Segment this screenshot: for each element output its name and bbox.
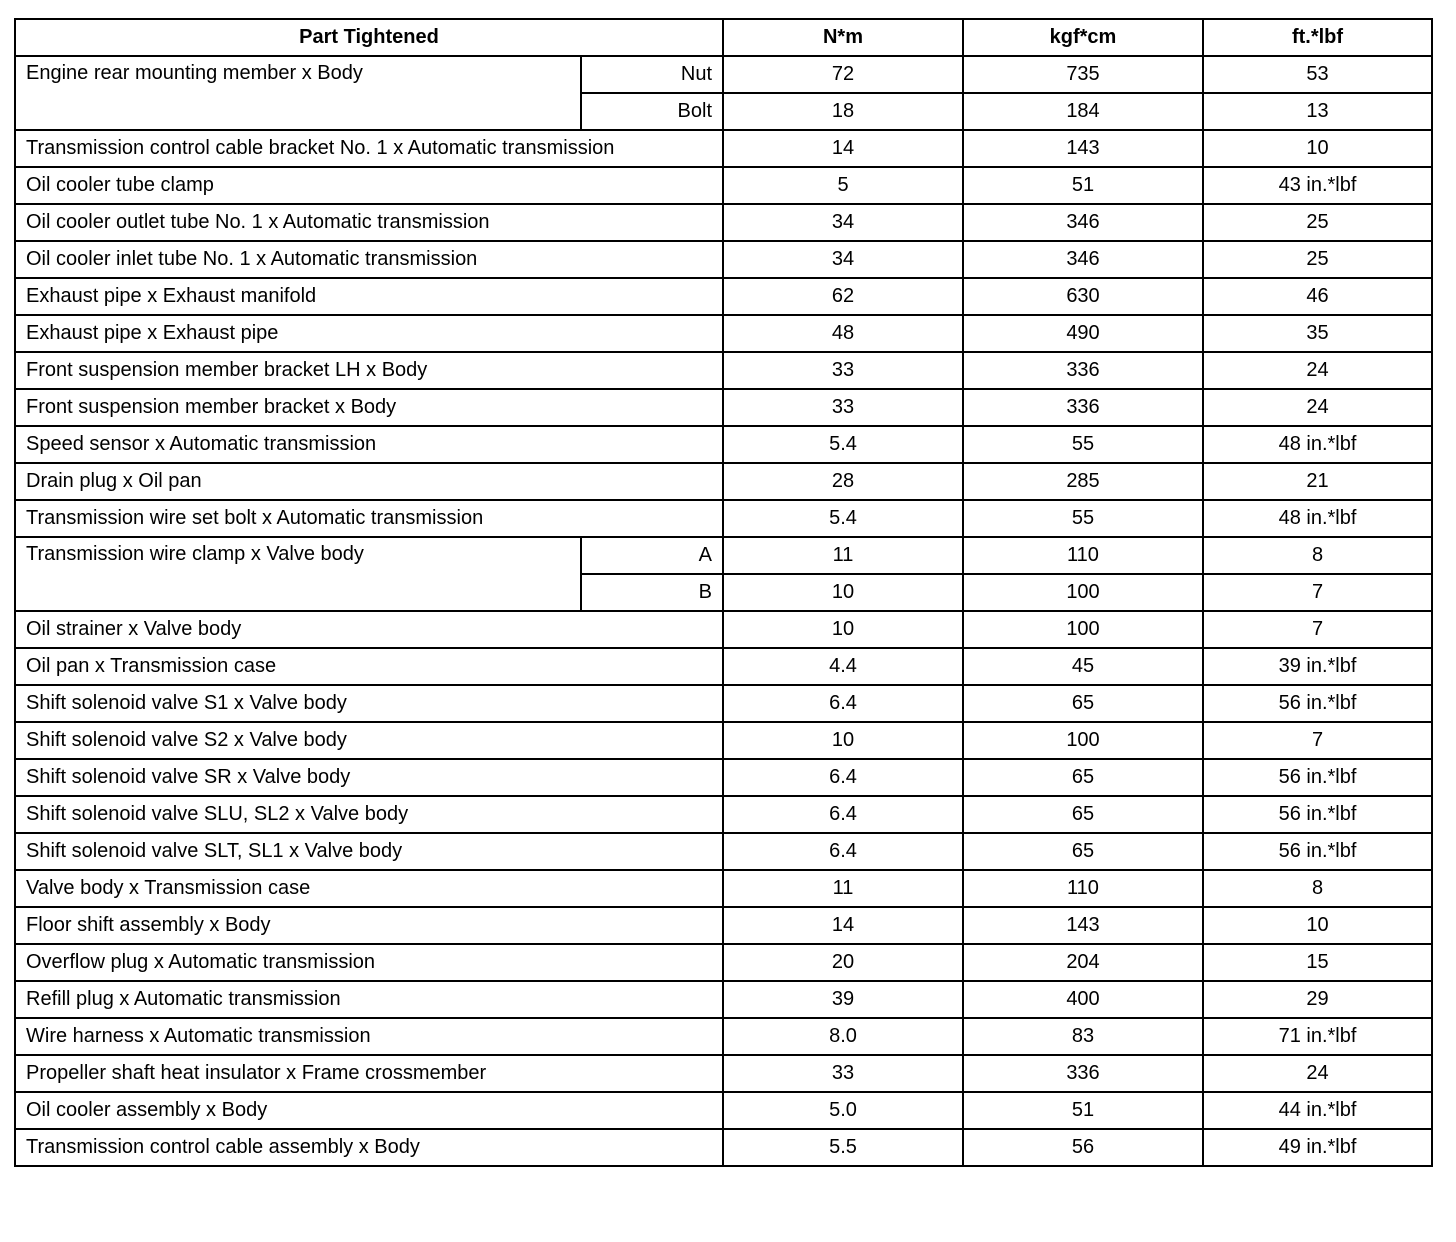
- ft-lbf-cell: 24: [1203, 389, 1432, 426]
- part-cell: Shift solenoid valve SR x Valve body: [15, 759, 723, 796]
- kgf-cm-cell: 83: [963, 1018, 1203, 1055]
- kgf-cm-cell: 55: [963, 500, 1203, 537]
- nm-cell: 10: [723, 611, 963, 648]
- table-row: [15, 463, 1432, 500]
- table-row: [15, 833, 1432, 870]
- table-row: [15, 56, 1432, 93]
- ft-lbf-cell: 56 in.*lbf: [1203, 685, 1432, 722]
- nm-cell: 11: [723, 537, 963, 574]
- ft-lbf-cell: 7: [1203, 611, 1432, 648]
- kgf-cm-cell: 143: [963, 907, 1203, 944]
- part-cell: Oil cooler outlet tube No. 1 x Automatic transmission: [15, 204, 723, 241]
- ft-lbf-cell: 49 in.*lbf: [1203, 1129, 1432, 1166]
- nm-cell: 72: [723, 56, 963, 93]
- nm-cell: 33: [723, 389, 963, 426]
- table-row: [15, 278, 1432, 315]
- table-row: [15, 426, 1432, 463]
- part-cell: Front suspension member bracket LH x Body: [15, 352, 723, 389]
- kgf-cm-cell: 336: [963, 1055, 1203, 1092]
- part-cell: Refill plug x Automatic transmission: [15, 981, 723, 1018]
- part-cell: Oil strainer x Valve body: [15, 611, 723, 648]
- table-row: [15, 1055, 1432, 1092]
- kgf-cm-cell: 490: [963, 315, 1203, 352]
- nm-cell: 8.0: [723, 1018, 963, 1055]
- kgf-cm-cell: 45: [963, 648, 1203, 685]
- table-row: [15, 130, 1432, 167]
- kgf-cm-cell: 346: [963, 241, 1203, 278]
- table-row: [15, 611, 1432, 648]
- kgf-cm-cell: 100: [963, 722, 1203, 759]
- ft-lbf-cell: 48 in.*lbf: [1203, 426, 1432, 463]
- part-cell: Transmission control cable assembly x Body: [15, 1129, 723, 1166]
- nm-cell: 5.4: [723, 426, 963, 463]
- table-row: [15, 1018, 1432, 1055]
- part-cell: Exhaust pipe x Exhaust pipe: [15, 315, 723, 352]
- nm-cell: 18: [723, 93, 963, 130]
- part-cell: Transmission wire set bolt x Automatic transmission: [15, 500, 723, 537]
- nm-cell: 6.4: [723, 833, 963, 870]
- ft-lbf-cell: 44 in.*lbf: [1203, 1092, 1432, 1129]
- kgf-cm-cell: 204: [963, 944, 1203, 981]
- sub-item-cell: Nut: [581, 56, 723, 93]
- table-row: [15, 722, 1432, 759]
- nm-cell: 5.0: [723, 1092, 963, 1129]
- sub-item-cell: A: [581, 537, 723, 574]
- ft-lbf-cell: 24: [1203, 1055, 1432, 1092]
- table-row: [15, 759, 1432, 796]
- ft-lbf-cell: 10: [1203, 130, 1432, 167]
- kgf-cm-cell: 143: [963, 130, 1203, 167]
- nm-cell: 5: [723, 167, 963, 204]
- kgf-cm-cell: 400: [963, 981, 1203, 1018]
- ft-lbf-cell: 35: [1203, 315, 1432, 352]
- nm-cell: 10: [723, 574, 963, 611]
- table-row: [15, 315, 1432, 352]
- part-cell: Transmission control cable bracket No. 1 x Automatic transmission: [15, 130, 723, 167]
- nm-cell: 62: [723, 278, 963, 315]
- kgf-cm-cell: 65: [963, 796, 1203, 833]
- ft-lbf-cell: 53: [1203, 56, 1432, 93]
- kgf-cm-cell: 100: [963, 574, 1203, 611]
- nm-cell: 6.4: [723, 759, 963, 796]
- ft-lbf-cell: 8: [1203, 870, 1432, 907]
- nm-cell: 5.5: [723, 1129, 963, 1166]
- table-row: [15, 204, 1432, 241]
- ft-lbf-cell: 56 in.*lbf: [1203, 796, 1432, 833]
- table-row: [15, 1129, 1432, 1166]
- nm-cell: 4.4: [723, 648, 963, 685]
- sub-item-cell: Bolt: [581, 93, 723, 130]
- ft-lbf-cell: 13: [1203, 93, 1432, 130]
- header-nm: N*m: [723, 19, 963, 56]
- ft-lbf-cell: 21: [1203, 463, 1432, 500]
- nm-cell: 14: [723, 130, 963, 167]
- table-body: [15, 56, 1432, 1166]
- table-row: [15, 241, 1432, 278]
- kgf-cm-cell: 65: [963, 833, 1203, 870]
- kgf-cm-cell: 110: [963, 870, 1203, 907]
- nm-cell: 33: [723, 352, 963, 389]
- part-cell: Overflow plug x Automatic transmission: [15, 944, 723, 981]
- nm-cell: 34: [723, 241, 963, 278]
- ft-lbf-cell: 10: [1203, 907, 1432, 944]
- kgf-cm-cell: 55: [963, 426, 1203, 463]
- ft-lbf-cell: 71 in.*lbf: [1203, 1018, 1432, 1055]
- table-row: [15, 389, 1432, 426]
- table-header: [15, 19, 1432, 56]
- kgf-cm-cell: 336: [963, 352, 1203, 389]
- part-cell: Engine rear mounting member x Body: [15, 56, 581, 130]
- table-row: [15, 1092, 1432, 1129]
- header-kgf-cm: kgf*cm: [963, 19, 1203, 56]
- ft-lbf-cell: 7: [1203, 722, 1432, 759]
- nm-cell: 10: [723, 722, 963, 759]
- ft-lbf-cell: 43 in.*lbf: [1203, 167, 1432, 204]
- ft-lbf-cell: 39 in.*lbf: [1203, 648, 1432, 685]
- nm-cell: 39: [723, 981, 963, 1018]
- table-row: [15, 685, 1432, 722]
- torque-spec-table: [14, 18, 1433, 1167]
- part-cell: Valve body x Transmission case: [15, 870, 723, 907]
- ft-lbf-cell: 25: [1203, 204, 1432, 241]
- kgf-cm-cell: 65: [963, 685, 1203, 722]
- kgf-cm-cell: 630: [963, 278, 1203, 315]
- nm-cell: 48: [723, 315, 963, 352]
- sub-item-cell: B: [581, 574, 723, 611]
- part-cell: Oil pan x Transmission case: [15, 648, 723, 685]
- kgf-cm-cell: 285: [963, 463, 1203, 500]
- ft-lbf-cell: 8: [1203, 537, 1432, 574]
- kgf-cm-cell: 100: [963, 611, 1203, 648]
- kgf-cm-cell: 65: [963, 759, 1203, 796]
- table-row: [15, 944, 1432, 981]
- nm-cell: 6.4: [723, 796, 963, 833]
- ft-lbf-cell: 24: [1203, 352, 1432, 389]
- kgf-cm-cell: 51: [963, 167, 1203, 204]
- part-cell: Drain plug x Oil pan: [15, 463, 723, 500]
- nm-cell: 14: [723, 907, 963, 944]
- ft-lbf-cell: 29: [1203, 981, 1432, 1018]
- ft-lbf-cell: 56 in.*lbf: [1203, 759, 1432, 796]
- table-row: [15, 352, 1432, 389]
- kgf-cm-cell: 735: [963, 56, 1203, 93]
- ft-lbf-cell: 48 in.*lbf: [1203, 500, 1432, 537]
- table-row: [15, 167, 1432, 204]
- part-cell: Exhaust pipe x Exhaust manifold: [15, 278, 723, 315]
- kgf-cm-cell: 336: [963, 389, 1203, 426]
- part-cell: Shift solenoid valve SLU, SL2 x Valve body: [15, 796, 723, 833]
- nm-cell: 5.4: [723, 500, 963, 537]
- part-cell: Front suspension member bracket x Body: [15, 389, 723, 426]
- table-row: [15, 981, 1432, 1018]
- part-cell: Oil cooler inlet tube No. 1 x Automatic transmission: [15, 241, 723, 278]
- part-cell: Wire harness x Automatic transmission: [15, 1018, 723, 1055]
- nm-cell: 20: [723, 944, 963, 981]
- part-cell: Transmission wire clamp x Valve body: [15, 537, 581, 611]
- table-row: [15, 500, 1432, 537]
- kgf-cm-cell: 110: [963, 537, 1203, 574]
- table-row: [15, 907, 1432, 944]
- kgf-cm-cell: 56: [963, 1129, 1203, 1166]
- ft-lbf-cell: 25: [1203, 241, 1432, 278]
- header-row: [15, 19, 1432, 56]
- part-cell: Shift solenoid valve SLT, SL1 x Valve body: [15, 833, 723, 870]
- nm-cell: 34: [723, 204, 963, 241]
- nm-cell: 28: [723, 463, 963, 500]
- part-cell: Shift solenoid valve S2 x Valve body: [15, 722, 723, 759]
- table-row: [15, 796, 1432, 833]
- header-ft-lbf: ft.*lbf: [1203, 19, 1432, 56]
- part-cell: Speed sensor x Automatic transmission: [15, 426, 723, 463]
- kgf-cm-cell: 51: [963, 1092, 1203, 1129]
- kgf-cm-cell: 184: [963, 93, 1203, 130]
- ft-lbf-cell: 15: [1203, 944, 1432, 981]
- kgf-cm-cell: 346: [963, 204, 1203, 241]
- nm-cell: 33: [723, 1055, 963, 1092]
- part-cell: Oil cooler assembly x Body: [15, 1092, 723, 1129]
- ft-lbf-cell: 7: [1203, 574, 1432, 611]
- table-row: [15, 648, 1432, 685]
- table-row: [15, 537, 1432, 574]
- part-cell: Floor shift assembly x Body: [15, 907, 723, 944]
- ft-lbf-cell: 46: [1203, 278, 1432, 315]
- header-part-tightened: Part Tightened: [15, 19, 723, 56]
- part-cell: Propeller shaft heat insulator x Frame crossmember: [15, 1055, 723, 1092]
- part-cell: Oil cooler tube clamp: [15, 167, 723, 204]
- ft-lbf-cell: 56 in.*lbf: [1203, 833, 1432, 870]
- nm-cell: 11: [723, 870, 963, 907]
- part-cell: Shift solenoid valve S1 x Valve body: [15, 685, 723, 722]
- table-row: [15, 870, 1432, 907]
- nm-cell: 6.4: [723, 685, 963, 722]
